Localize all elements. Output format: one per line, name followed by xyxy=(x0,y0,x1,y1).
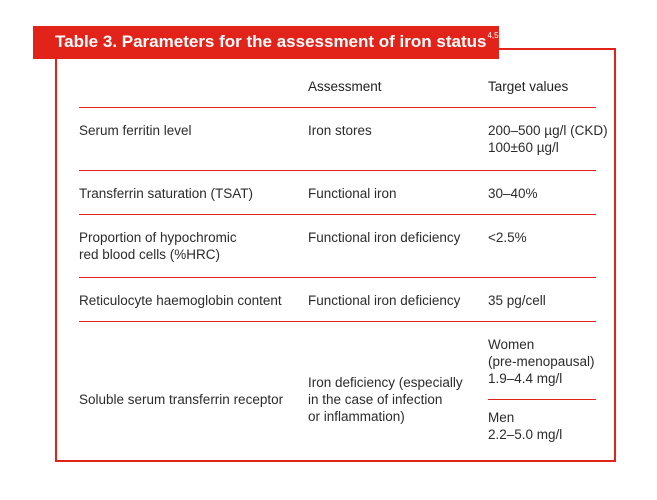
row-3-parameter: Proportion of hypochromic red blood cells (%HRC) xyxy=(79,230,237,262)
row-2-target: 30–40% xyxy=(488,186,538,201)
row-1-target: 200–500 µg/l (CKD) 100±60 µg/l xyxy=(488,123,608,155)
row-3-target: <2.5% xyxy=(488,230,527,245)
header-assessment: Assessment xyxy=(308,79,382,94)
row-4-assessment: Functional iron deficiency xyxy=(308,293,461,308)
row-1-parameter: Serum ferritin level xyxy=(79,123,192,138)
row-3-assessment: Functional iron deficiency xyxy=(308,230,461,245)
title-references: 4,5,23 xyxy=(487,31,510,40)
row-5-target-women: Women (pre-menopausal) 1.9–4.4 mg/l xyxy=(488,337,595,386)
row-5-assessment: Iron deficiency (especially in the case of infection or inflammation) xyxy=(308,375,463,424)
row-5-target-men: Men 2.2–5.0 mg/l xyxy=(488,410,563,442)
row-2-assessment: Functional iron xyxy=(308,186,397,201)
row-2-parameter: Transferrin saturation (TSAT) xyxy=(79,186,254,201)
row-divider xyxy=(79,214,596,215)
row-divider xyxy=(79,277,596,278)
row-divider xyxy=(79,321,596,322)
header-target-values: Target values xyxy=(488,79,569,94)
row-5-parameter: Soluble serum transferrin receptor xyxy=(79,392,284,407)
row-divider xyxy=(79,170,596,171)
table-title: Table 3. Parameters for the assessment of iron status xyxy=(55,32,487,51)
row-4-target: 35 pg/cell xyxy=(488,293,546,308)
row-4-parameter: Reticulocyte haemoglobin content xyxy=(79,293,282,308)
row-1-assessment: Iron stores xyxy=(308,123,372,138)
header-divider xyxy=(79,107,596,108)
subrow-divider xyxy=(488,399,596,400)
